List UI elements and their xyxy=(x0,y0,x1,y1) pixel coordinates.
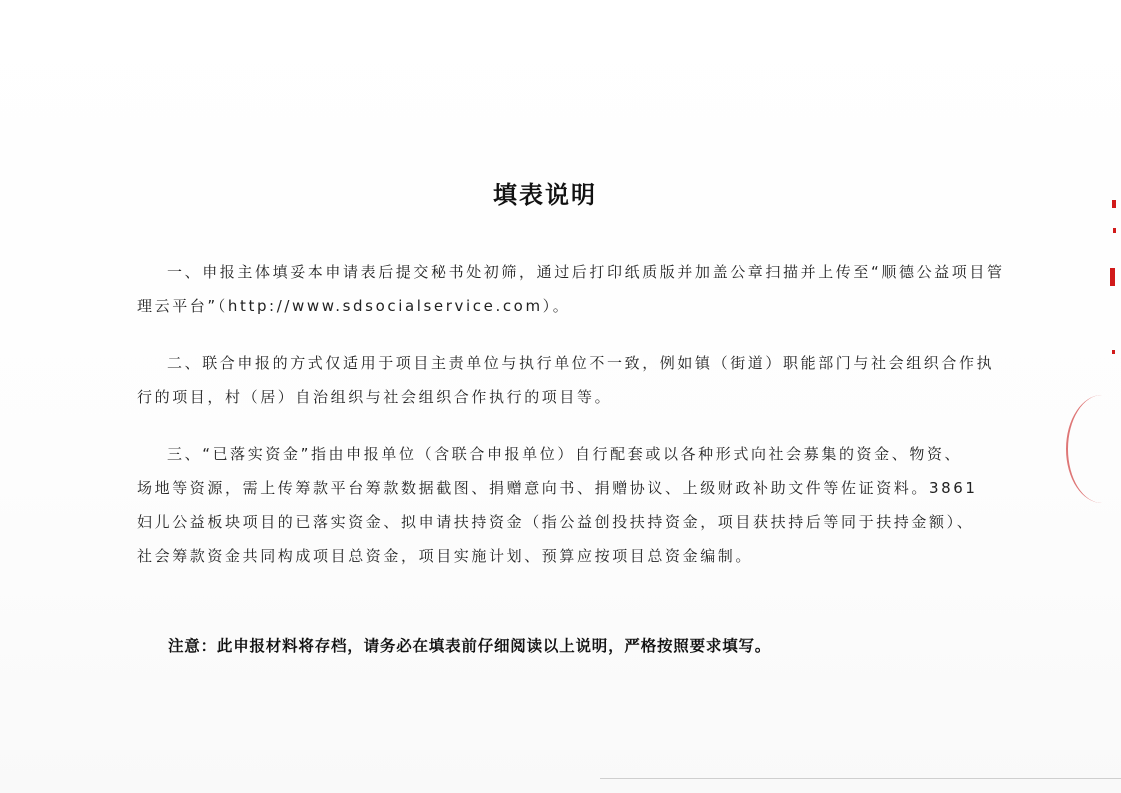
page-title: 填表说明 xyxy=(493,181,597,209)
paragraph-3-line-4: 社会筹款资金共同构成项目总资金，项目实施计划、预算应按项目总资金编制。 xyxy=(137,547,754,565)
paragraph-3-line-1: 三、“已落实资金”指由申报单位（含联合申报单位）自行配套或以各种形式向社会募集的资金、物资、 xyxy=(167,445,963,463)
instruction-paragraph-3 xyxy=(137,437,1007,573)
instruction-paragraph-1: 一、申报主体填妥本申请表后提交秘书处初筛，通过后打印纸质版并加盖公章扫描并上传至“顺德公益项目管理云平台”（http://www.sdsocialservice.com）。 xyxy=(137,263,1005,315)
stamp-edge-mark xyxy=(1112,350,1115,354)
stamp-edge-mark xyxy=(1112,200,1116,208)
paragraph-3-line-3: 妇儿公益板块项目的已落实资金、拟申请扶持资金（指公益创投扶持资金，项目获扶持后等同于扶持金额）、 xyxy=(137,513,975,531)
instruction-paragraph-2: 二、联合申报的方式仅适用于项目主责单位与执行单位不一致，例如镇（街道）职能部门与社会组织合作执行的项目，村（居）自治组织与社会组织合作执行的项目等。 xyxy=(137,354,995,406)
notice-text: 注意：此申报材料将存档，请务必在填表前仔细阅读以上说明，严格按照要求填写。 xyxy=(168,637,772,655)
seal-edge-arc xyxy=(1066,395,1121,503)
stamp-edge-mark xyxy=(1110,268,1115,286)
scan-edge-line xyxy=(600,778,1121,779)
paragraph-3-line-2: 场地等资源，需上传筹款平台筹款数据截图、捐赠意向书、捐赠协议、上级财政补助文件等佐证资料。3861 xyxy=(137,479,978,497)
stamp-edge-mark xyxy=(1113,228,1116,233)
